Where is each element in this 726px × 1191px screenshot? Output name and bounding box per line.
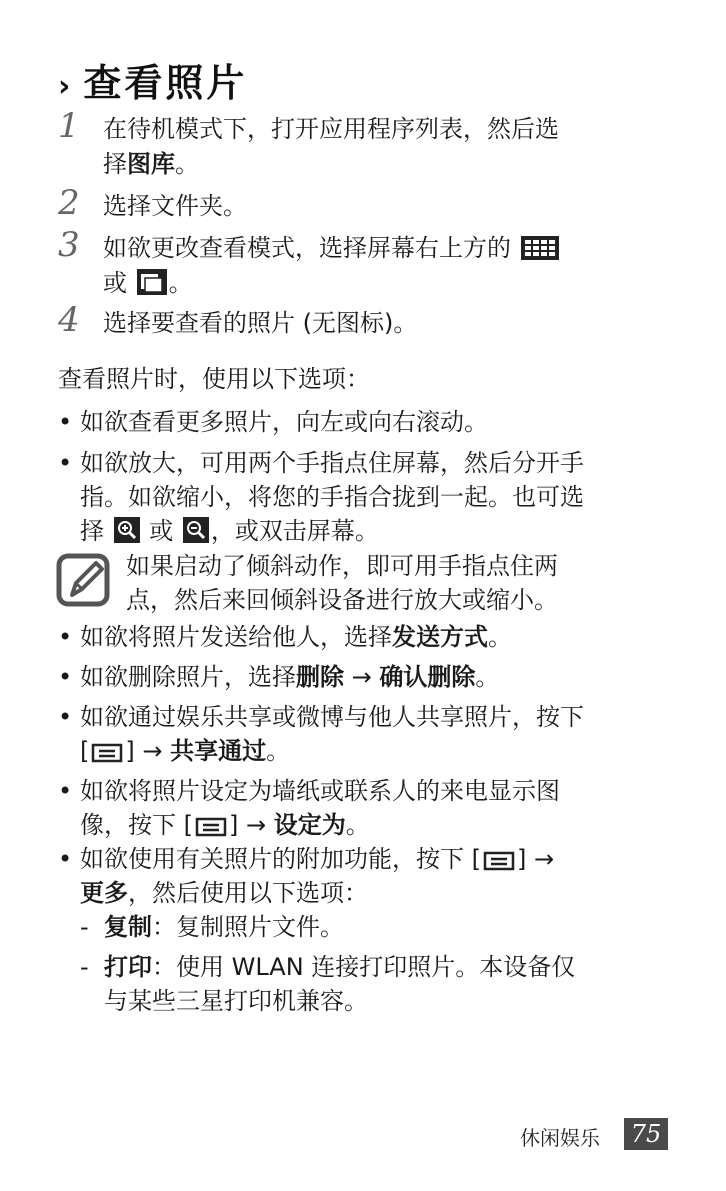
bullet-dot: • [58, 777, 73, 805]
section-name: 休闲娱乐 [520, 1126, 600, 1150]
set-as-label: 设定为 [273, 811, 346, 839]
note-box [56, 549, 676, 619]
list-item: • 如欲使用有关照片的附加功能，按下 [ ] → 更多，然后使用以下选项： [58, 842, 683, 910]
step-number: 1 [58, 106, 80, 146]
list-item: • 如欲放大，可用两个手指点住屏幕，然后分开手 指。如欲缩小，将您的手指合拢到一起。也可选 择 或 ，或双击屏幕。 [58, 446, 683, 548]
print-label: 打印 [104, 953, 152, 981]
page-number: 75 [630, 1120, 662, 1148]
section-title [58, 52, 247, 107]
sub-list-item: - 打印：使用 WLAN 连接打印照片。本设备仅 与某些三星打印机兼容。 [80, 950, 575, 1018]
bullet-dot: • [58, 449, 73, 477]
grid-view-icon [521, 236, 559, 260]
step-3 [58, 225, 688, 301]
list-item: • 如欲将照片发送给他人，选择发送方式。 [58, 620, 683, 654]
zoom-out-icon [183, 517, 209, 543]
section-title-text: 查看照片 [83, 61, 248, 105]
sub-list-item: - 复制：复制照片文件。 [80, 910, 344, 944]
intro-text: 查看照片时，使用以下选项： [58, 365, 370, 393]
more-label: 更多 [80, 879, 128, 907]
menu-key-icon [483, 851, 515, 871]
list-item: • 如欲查看更多照片，向左或向右滚动。 [58, 405, 683, 439]
list-item: • 如欲通过娱乐共享或微博与他人共享照片，按下 [ ] → 共享通过。 [58, 700, 683, 768]
arrow-right-icon: → [526, 845, 555, 873]
bullet-dot: • [58, 408, 73, 436]
gallery-label: 图库 [127, 150, 175, 178]
step-number: 3 [58, 225, 80, 265]
step-text: 如欲更改查看模式，选择屏幕右上方的 或 。 [103, 231, 688, 301]
share-via-label: 共享通过 [170, 737, 267, 765]
step-2 [58, 183, 688, 224]
list-item: • 如欲删除照片，选择删除 → 确认删除。 [58, 660, 683, 694]
page-footer [520, 1118, 670, 1154]
step-text: 选择文件夹。 [103, 192, 247, 220]
confirm-delete-label: 确认删除 [379, 663, 476, 691]
bullet-dot: • [58, 703, 73, 731]
delete-label: 删除 [296, 663, 344, 691]
bullet-dot: • [58, 663, 73, 691]
step-number: 4 [58, 300, 80, 340]
menu-key-icon [91, 743, 123, 763]
step-number: 2 [58, 183, 80, 223]
note-pencil-icon [56, 553, 110, 607]
chevron-right-icon: › [58, 69, 74, 104]
list-item: • 如欲将照片设定为墙纸或联系人的来电显示图 像，按下 [ ] → 设定为。 [58, 774, 683, 842]
arrow-right-icon: → [344, 663, 380, 691]
bullet-dot: • [58, 623, 73, 651]
sub-item-dash: - [80, 913, 89, 941]
sub-item-dash: - [80, 953, 89, 981]
note-text: 如果启动了倾斜动作，即可用手指点住两 点，然后来回倾斜设备进行放大或缩小。 [126, 552, 558, 614]
photo-stack-icon [137, 269, 167, 295]
arrow-right-icon: → [134, 737, 171, 765]
zoom-in-icon [114, 517, 140, 543]
step-text: 在待机模式下，打开应用程序列表，然后选 择图库。 [103, 115, 559, 178]
step-text: 选择要查看的照片 (无图标)。 [103, 309, 418, 337]
bullet-dot: • [58, 845, 73, 873]
arrow-right-icon: → [238, 811, 274, 839]
menu-key-icon [195, 817, 227, 837]
send-via-label: 发送方式 [392, 623, 488, 651]
step-1 [58, 106, 688, 182]
copy-label: 复制 [104, 913, 152, 941]
step-4 [58, 300, 688, 341]
page-number-badge [624, 1118, 668, 1150]
